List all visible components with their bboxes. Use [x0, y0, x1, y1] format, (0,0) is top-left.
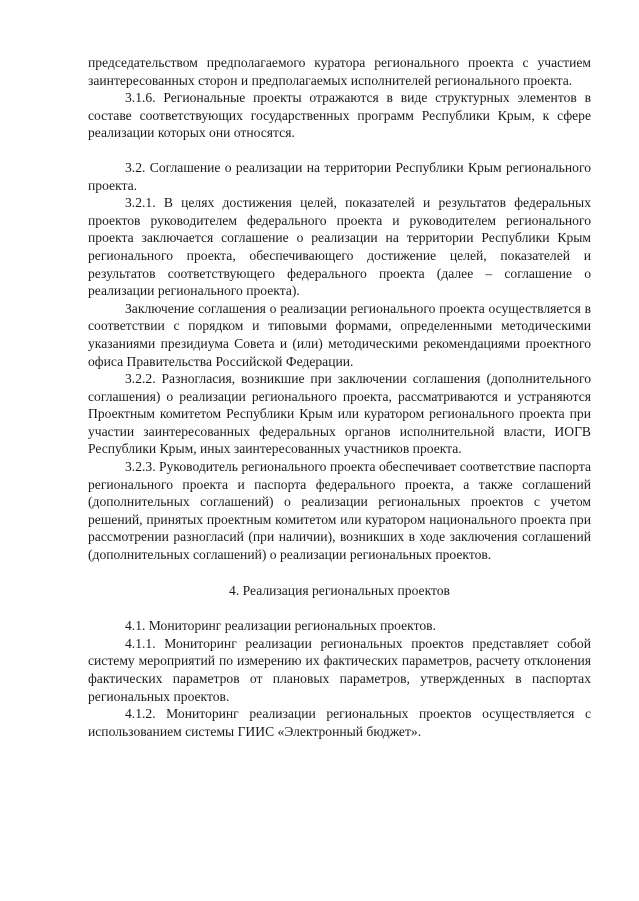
paragraph-4-1-1: 4.1.1. Мониторинг реализации региональных проектов представляет собой систему мероприятий по измерению их фактических параметров, расчету отклонения фактических параметров от плановых параметров, утвержденных в паспортах региональных проектов. [88, 635, 591, 704]
paragraph-agreement-conclusion: Заключение соглашения о реализации регионального проекта осуществляется в соответствии с порядком и типовыми формами, определенными методическими указаниями президиума Совета и (или) методическими рекомендациями проектного офиса Правительства Российской Федерации. [88, 300, 591, 369]
paragraph-continuation: председательством предполагаемого куратора регионального проекта с участием заинтересованных сторон и предполагаемых исполнителей регионального проекта. [88, 55, 591, 88]
paragraph-3-2-1: 3.2.1. В целях достижения целей, показателей и результатов федеральных проектов руководителем федерального проекта и руководителем регионального проекта заключается соглашение о реализации на территории Республики Крым регионального проекта, обеспечивающего достижение целей, показателей и результатов соответствующего федерального проекта (далее – соглашение о реализации регионального проекта). [88, 195, 591, 299]
paragraph-3-1-6: 3.1.6. Региональные проекты отражаются в виде структурных элементов в составе соответствующих государственных программ Республики Крым, к сфере реализации которых они относятся. [88, 90, 591, 141]
section-3-2-title: 3.2. Соглашение о реализации на территории Республики Крым регионального проекта. [88, 159, 591, 193]
paragraph-3-2-3: 3.2.3. Руководитель регионального проекта обеспечивает соответствие паспорта регионального проекта и паспорта федерального проекта, а также соглашений (дополнительных соглашений) о реализации региональных проектов с учетом решений, принятых проектным комитетом или куратором национального проекта при рассмотрении разногласий (при наличии), возникших в ходе заключения соглашений (дополнительных соглашений) о реализации региональных проектов. [88, 459, 591, 563]
document-page [88, 54, 591, 740]
section-4-heading: 4. Реализация региональных проектов [229, 582, 450, 598]
paragraph-4-1-2: 4.1.2. Мониторинг реализации региональных проектов осуществляется с использованием системы ГИИС «Электронный бюджет». [88, 706, 591, 739]
paragraph-3-2-2: 3.2.2. Разногласия, возникшие при заключении соглашения (дополнительного соглашения) о реализации регионального проекта, рассматриваются и устраняются Проектным комитетом Республики Крым или куратором регионального проекта при участии заинтересованных федеральных органов исполнительной власти, ИОГВ Республики Крым, иных заинтересованных участников проекта. [88, 371, 591, 457]
paragraph-4-1: 4.1. Мониторинг реализации региональных проектов. [125, 618, 436, 634]
